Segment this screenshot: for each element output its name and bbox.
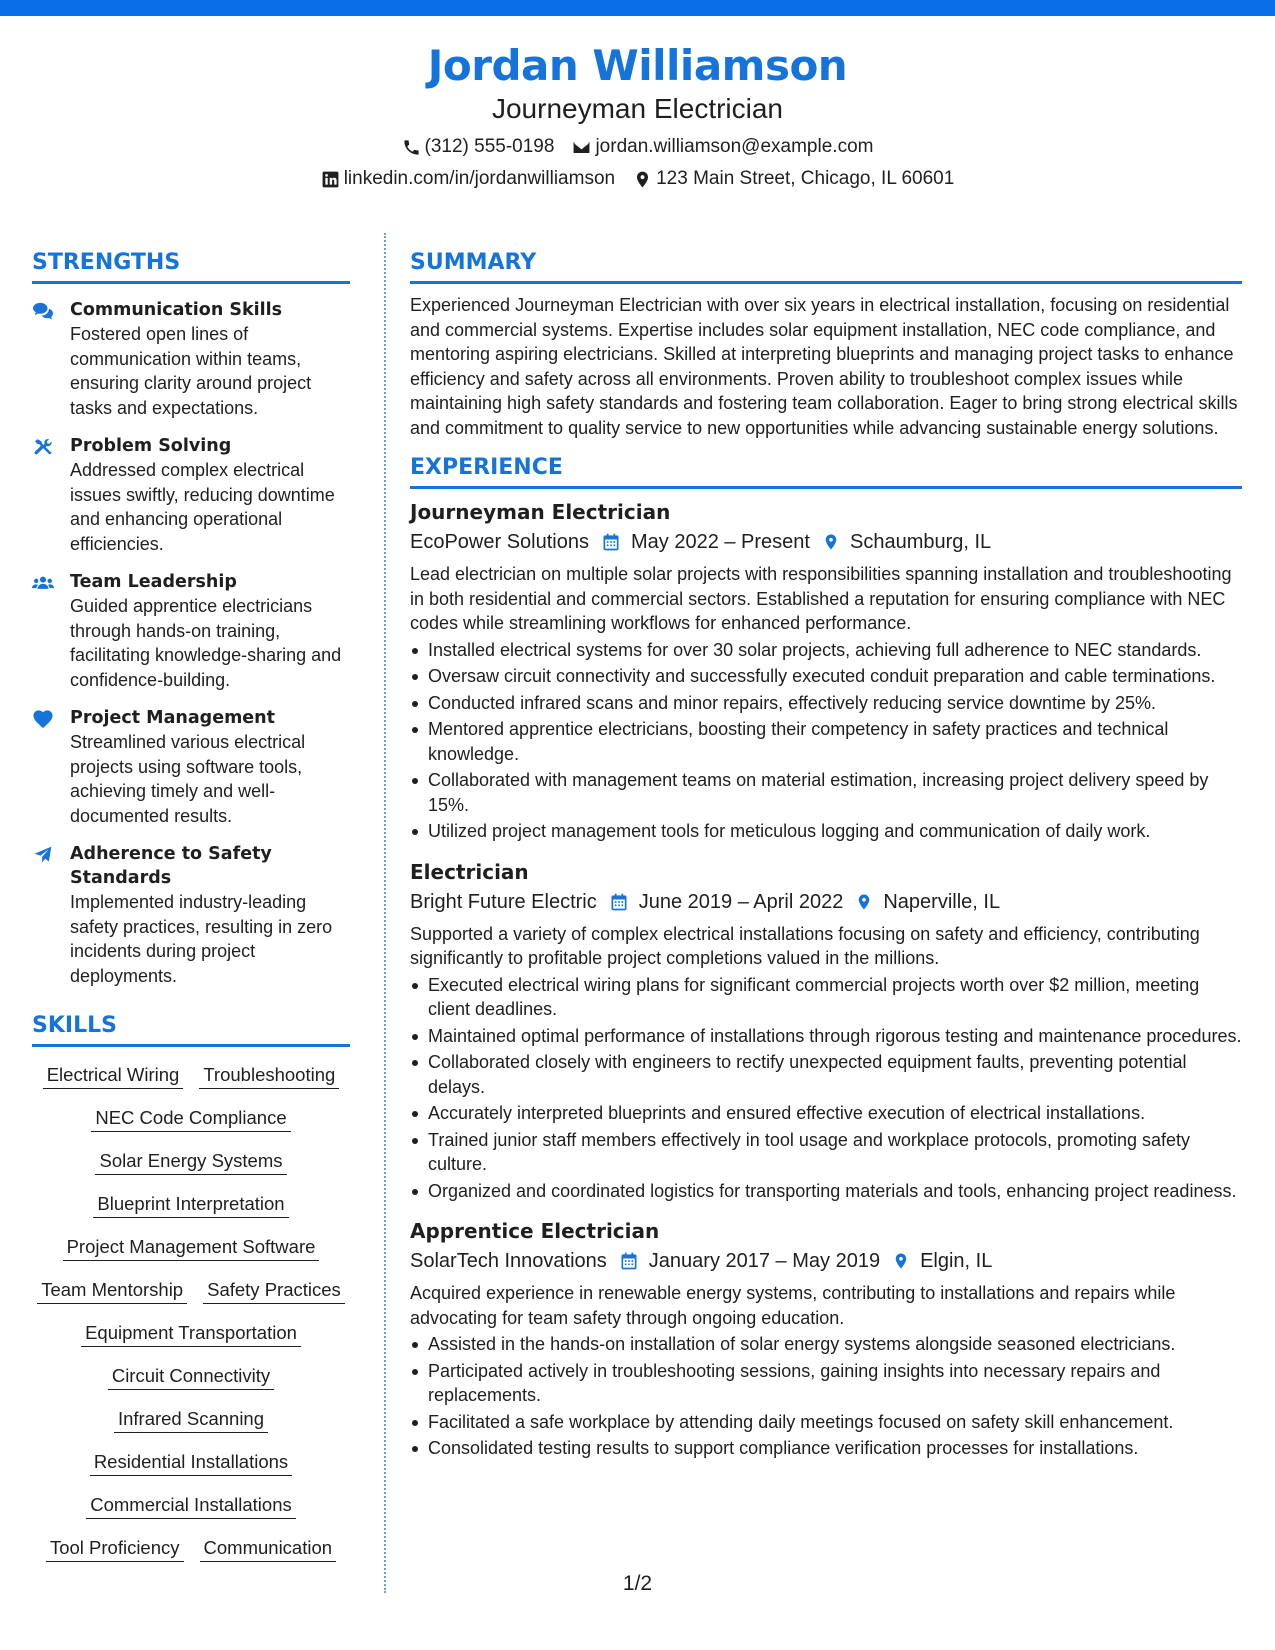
strength-item	[32, 842, 350, 988]
job-description: Lead electrician on multiple solar projects with responsibilities spanning installation and troubleshooting in both residential and commercial sectors. Established a reputation for ensuring compliance with NEC codes while streamlining workflows for enhanced performance.	[410, 564, 1232, 633]
job-bullet: Consolidated testing results to support compliance verification processes for installations.	[410, 1436, 1242, 1461]
skill-tag: Infrared Scanning	[114, 1407, 268, 1433]
strength-title: Problem Solving	[70, 436, 232, 456]
job-meta	[410, 1247, 1242, 1275]
job-bullets	[410, 973, 1242, 1204]
calendar-icon	[619, 1251, 639, 1271]
page-number: 1/2	[622, 1572, 653, 1595]
strength-title: Communication Skills	[70, 300, 283, 320]
skill-tag: Team Mentorship	[37, 1278, 187, 1304]
calendar-icon	[601, 532, 621, 552]
skills-list	[32, 1063, 350, 1562]
strength-desc: Addressed complex electrical issues swiftly, reducing downtime and enhancing operational efficiencies.	[70, 460, 335, 554]
left-column	[32, 247, 350, 1562]
job-meta	[410, 888, 1242, 916]
job-bullet: Assisted in the hands-on installation of solar energy systems alongside seasoned electricians.	[410, 1332, 1242, 1357]
skill-tag: Project Management Software	[63, 1235, 320, 1261]
envelope-icon	[572, 138, 591, 157]
experience-heading: EXPERIENCE	[410, 452, 1242, 489]
skill-tag: Blueprint Interpretation	[93, 1192, 288, 1218]
skill-tag: Safety Practices	[203, 1278, 345, 1304]
email-contact[interactable]	[572, 136, 873, 158]
chat-bubbles-icon	[32, 301, 54, 321]
phone-text: (312) 555-0198	[424, 136, 555, 157]
contact-row-2	[0, 168, 1275, 190]
skill-tag: Electrical Wiring	[43, 1063, 184, 1089]
job-dates: June 2019 – April 2022	[638, 890, 844, 913]
strength-item	[32, 570, 350, 692]
job-description: Acquired experience in renewable energy systems, contributing to installations and repairs while advocating for team safety through ongoing education.	[410, 1283, 1176, 1328]
job-entry	[410, 1217, 1242, 1461]
job-bullets	[410, 1332, 1242, 1461]
job-location: Naperville, IL	[883, 890, 1001, 913]
job-description: Supported a variety of complex electrical installations focusing on safety and efficiency, contributing significantly to profitable project completions valued in the millions.	[410, 923, 1200, 968]
strength-desc: Implemented industry-leading safety practices, resulting in zero incidents during project deployments.	[70, 892, 333, 986]
skill-tag: Equipment Transportation	[81, 1321, 301, 1347]
candidate-name: Jordan Williamson	[427, 41, 848, 90]
job-bullet: Trained junior staff members effectively in tool usage and workplace protocols, promoting safety culture.	[410, 1128, 1242, 1177]
resume-header	[0, 40, 1275, 190]
job-company: SolarTech Innovations	[410, 1250, 607, 1272]
job-role: Journeyman Electrician	[410, 500, 671, 524]
job-bullets	[410, 638, 1242, 844]
job-location: Schaumburg, IL	[849, 531, 992, 553]
heart-icon	[32, 709, 54, 729]
strength-item	[32, 706, 350, 828]
job-bullet: Maintained optimal performance of installations through rigorous testing and maintenance procedures.	[410, 1024, 1242, 1049]
skill-tag: Commercial Installations	[86, 1493, 296, 1519]
map-pin-icon	[892, 1251, 910, 1271]
linkedin-text[interactable]: linkedin.com/in/jordanwilliamson	[343, 168, 616, 189]
column-divider	[384, 233, 386, 1593]
job-dates: January 2017 – May 2019	[648, 1250, 881, 1272]
job-dates: May 2022 – Present	[630, 531, 810, 553]
contact-row-1	[0, 136, 1275, 158]
skill-tag: Troubleshooting	[199, 1063, 339, 1089]
calendar-icon	[609, 892, 629, 912]
job-company: Bright Future Electric	[410, 890, 597, 913]
job-bullet: Utilized project management tools for meticulous logging and communication of daily work.	[410, 819, 1242, 844]
linkedin-contact[interactable]	[321, 168, 615, 190]
skill-tag: Tool Proficiency	[46, 1536, 184, 1562]
strength-item	[32, 298, 350, 420]
strength-desc: Fostered open lines of communication within teams, ensuring clarity around project tasks and expectations.	[70, 324, 312, 418]
job-bullet: Organized and coordinated logistics for transporting materials and tools, enhancing project readiness.	[410, 1179, 1242, 1204]
phone-icon	[402, 138, 421, 157]
job-location: Elgin, IL	[920, 1250, 993, 1272]
skills-heading: SKILLS	[32, 1010, 350, 1047]
map-pin-icon	[633, 170, 652, 189]
map-pin-icon	[822, 532, 840, 552]
summary-heading: SUMMARY	[410, 247, 1242, 284]
job-entry	[410, 498, 1242, 844]
job-bullet: Collaborated closely with engineers to rectify unexpected equipment faults, preventing potential delays.	[410, 1050, 1242, 1099]
job-bullet: Executed electrical wiring plans for significant commercial projects worth over $2 million, meeting client deadlines.	[410, 973, 1242, 1022]
address-contact	[633, 168, 954, 190]
candidate-title: Journeyman Electrician	[491, 93, 784, 124]
strengths-heading: STRENGTHS	[32, 247, 350, 284]
skill-tag: Circuit Connectivity	[108, 1364, 274, 1390]
job-meta	[410, 528, 1242, 556]
email-text[interactable]: jordan.williamson@example.com	[595, 136, 874, 157]
job-bullet: Installed electrical systems for over 30 solar projects, achieving full adherence to NEC standards.	[410, 638, 1242, 663]
linkedin-icon	[321, 170, 340, 189]
job-bullet: Participated actively in troubleshooting sessions, gaining insights into necessary repairs and replacements.	[410, 1359, 1242, 1408]
skill-tag: Communication	[200, 1536, 337, 1562]
users-icon	[32, 573, 54, 593]
job-bullet: Collaborated with management teams on material estimation, increasing project delivery speed by 15%.	[410, 768, 1242, 817]
job-bullet: Facilitated a safe workplace by attending daily meetings focused on safety skill enhancement.	[410, 1410, 1242, 1435]
skill-tag: Residential Installations	[90, 1450, 292, 1476]
tools-icon	[32, 437, 54, 457]
phone-contact	[402, 136, 555, 158]
right-column	[410, 247, 1242, 1461]
address-text: 123 Main Street, Chicago, IL 60601	[656, 168, 955, 189]
job-bullet: Oversaw circuit connectivity and successfully executed conduit preparation and cable terminations.	[410, 664, 1242, 689]
strength-title: Project Management	[70, 708, 275, 728]
strength-desc: Streamlined various electrical projects using software tools, achieving timely and well-documented results.	[70, 732, 306, 826]
job-bullet: Accurately interpreted blueprints and ensured effective execution of electrical installations.	[410, 1101, 1242, 1126]
job-entry	[410, 858, 1242, 1204]
job-bullet: Conducted infrared scans and minor repairs, effectively reducing service downtime by 25%.	[410, 691, 1242, 716]
skill-tag: NEC Code Compliance	[91, 1106, 290, 1132]
map-pin-icon	[855, 892, 873, 912]
job-bullet: Mentored apprentice electricians, boosting their competency in safety practices and technical knowledge.	[410, 717, 1242, 766]
skill-tag: Solar Energy Systems	[95, 1149, 286, 1175]
strength-title: Adherence to Safety Standards	[70, 844, 272, 888]
strength-title: Team Leadership	[70, 572, 237, 592]
paper-plane-icon	[32, 845, 54, 865]
strength-desc: Guided apprentice electricians through hands-on training, facilitating knowledge-sharing and confidence-building.	[70, 596, 342, 690]
job-role: Electrician	[410, 859, 529, 884]
strength-item	[32, 434, 350, 556]
summary-text: Experienced Journeyman Electrician with over six years in electrical installation, focusing on residential and commercial systems. Expertise includes solar equipment installation, NEC code compliance, and mentoring aspiring electricians. Skilled at interpreting blueprints and managing project tasks to enhance efficiency and safety across all environments. Proven ability to troubleshoot complex issues while maintaining high safety standards and fostering team collaboration. Eager to bring strong electrical skills and commitment to quality service to new opportunities while advancing sustainable energy solutions.	[410, 295, 1238, 438]
job-role: Apprentice Electrician	[410, 1219, 660, 1243]
job-company: EcoPower Solutions	[410, 531, 589, 553]
top-accent-bar	[0, 0, 1275, 16]
